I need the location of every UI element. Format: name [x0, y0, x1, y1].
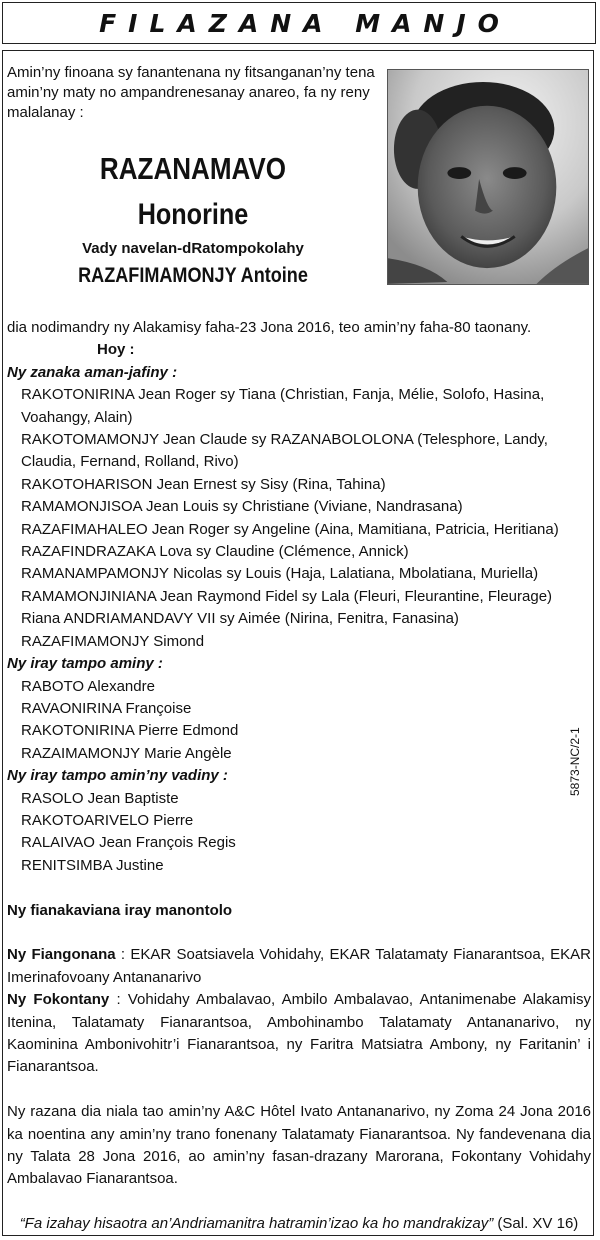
list-item-continued: Voahangy, Alain) — [21, 408, 133, 426]
quote-text: “Fa izahay hisaotra an’Andriamanitra hatramin’izao ka ho mandrakizay” — [19, 1215, 494, 1233]
list-item: Riana ANDRIAMANDAVY VII sy Aimée (Nirina, Fenitra, Fanasina) — [21, 610, 459, 628]
header-banner — [2, 2, 596, 44]
obituary-frame — [2, 50, 594, 1236]
list-item: RAZAFINDRAZAKA Lova sy Claudine (Clémence, Annick) — [21, 543, 409, 561]
families-line — [7, 900, 591, 922]
spouse-name: RAZAFIMAMONJY Antoine — [78, 264, 308, 287]
list-item: RALAIVAO Jean François Regis — [21, 834, 236, 852]
list-item: RAKOTONIRINA Jean Roger sy Tiana (Christian, Fanja, Mélie, Solofo, Hasina, — [21, 386, 545, 404]
portrait-image — [388, 70, 588, 284]
portrait-photo — [387, 69, 589, 285]
list-item: RAMAMONJINIANA Jean Raymond Fidel sy Lala (Fleuri, Fleurantine, Fleurage) — [21, 587, 553, 605]
families-text: Ny fianakaviana iray manontolo — [7, 901, 233, 919]
list-item: RASOLO Jean Baptiste — [21, 789, 179, 807]
list-item: RAZAFIMAMONJY Simond — [21, 632, 205, 650]
fokontany-label: Ny Fokontany — [7, 991, 110, 1009]
children-heading: Ny zanaka aman-jafiny : — [7, 363, 178, 381]
spacer — [7, 877, 591, 899]
deceased-given-name: Honorine — [137, 198, 249, 231]
obituary-body — [7, 317, 591, 1236]
quote-reference: (Sal. XV 16) — [493, 1215, 579, 1233]
list-item: RAKOTOARIVELO Pierre — [21, 811, 194, 829]
fiangonana-text: : EKAR Soatsiavela Vohidahy, EKAR Talatamaty Fianarantsoa, EKAR Imerinafovoany Antananarivo — [7, 946, 591, 986]
siblings-spouse-heading: Ny iray tampo amin’ny vadiny : — [7, 767, 228, 785]
list-item: RABOTO Alexandre — [21, 677, 155, 695]
spacer — [7, 922, 591, 944]
obituary-page — [2, 2, 596, 1236]
intro-text: Amin’ny finoana sy fanantenana ny fitsanganan’ny tena amin’ny maty no ampandrenesanay anareo, fa ny reny malalanay : — [7, 64, 375, 121]
scripture-quote — [7, 1213, 591, 1235]
list-item: RAKOTONIRINA Pierre Edmond — [21, 722, 239, 740]
siblings-heading: Ny iray tampo aminy : — [7, 655, 163, 673]
list-item: RAMANAMPAMONJY Nicolas sy Louis (Haja, Lalatiana, Mbolatiana, Muriella) — [21, 565, 539, 583]
list-item-continued: Claudia, Fernand, Rolland, Rivo) — [21, 453, 239, 471]
fokontany-paragraph — [7, 989, 591, 1079]
header-title: FILAZANA MANJO — [99, 8, 511, 38]
death-notice: dia nodimandry ny Alakamisy faha-23 Jona 2016, teo amin’ny faha-80 taonany. — [7, 319, 532, 336]
list-item: RENITSIMBA Justine — [21, 856, 164, 874]
spacer — [7, 1191, 591, 1213]
fiangonana-label: Ny Fiangonana — [7, 946, 116, 964]
reference-code: 5873-NC/2-1 — [568, 727, 582, 796]
list-item: RAZAFIMAHALEO Jean Roger sy Angeline (Aina, Mamitiana, Patricia, Heritiana) — [21, 520, 559, 538]
fokontany-text: : Vohidahy Ambalavao, Ambilo Ambalavao, Antanimenabe Alakamisy Itenina, Talatamaty Fianarantsoa, Ambohinambo Talatamaty Antananarivo, ny Kaominina Ambonivohitr’i Fianarantsoa, ny Faritra Matsiatra Ambony, ny Faritanin’ i Fianarantsoa. — [7, 991, 591, 1076]
list-item: RAZAIMAMONJY Marie Angèle — [21, 744, 232, 762]
spacer — [7, 1079, 591, 1101]
spouse-label: Vady navelan-dRatompokolahy — [82, 240, 304, 257]
list-item: RAKOTOHARISON Jean Ernest sy Sisy (Rina, Tahina) — [21, 475, 386, 493]
fiangonana-paragraph — [7, 944, 591, 989]
hoy-label: Hoy : — [97, 341, 135, 359]
funeral-paragraph: Ny razana dia niala tao amin’ny A&C Hôtel Ivato Antananarivo, ny Zoma 24 Jona 2016 ka noentina any amin’ny trano fonenany Talatamaty Fianarantsoa. Ny fandevenana dia ny Talata 28 Jona 2016, ao amin’ny fasan-drazany Marorana, Fokontany Vohidahy Ambalavao Fianarantsoa. — [7, 1103, 591, 1188]
list-item: RAMAMONJISOA Jean Louis sy Christiane (Viviane, Nandrasana) — [21, 498, 463, 516]
deceased-surname: RAZANAMAVO — [99, 151, 287, 186]
list-item: RAKOTOMAMONJY Jean Claude sy RAZANABOLOLONA (Telesphore, Landy, — [21, 431, 548, 449]
list-item: RAVAONIRINA Françoise — [21, 699, 192, 717]
